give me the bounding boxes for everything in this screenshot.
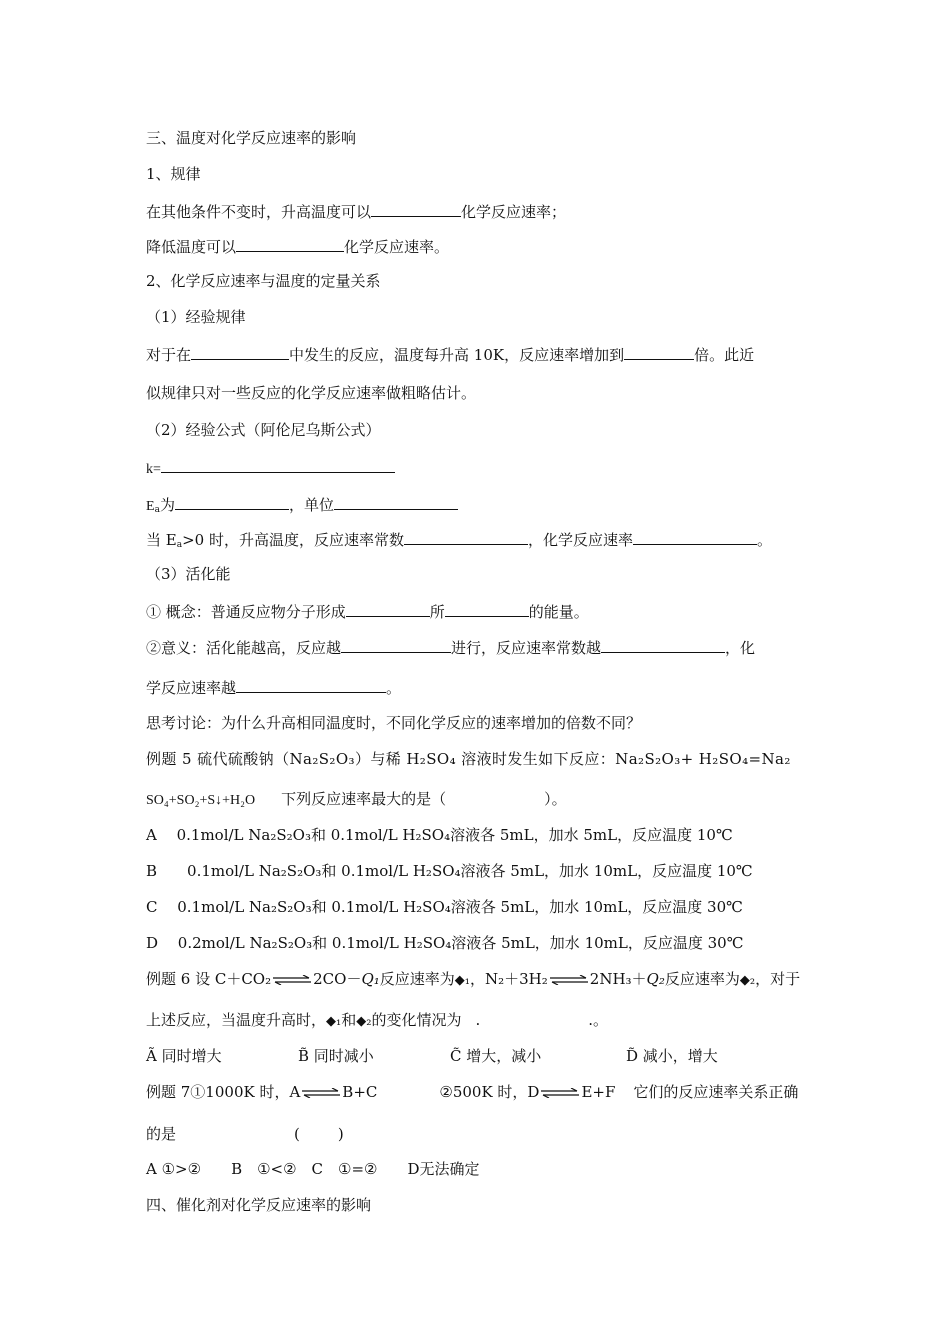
example7-line-2 bbox=[146, 1124, 344, 1144]
k-line bbox=[146, 456, 395, 480]
text: 例题 6 设 C＋CO₂ bbox=[146, 970, 272, 988]
example7-options[interactable]: A ①>② B ①<② C ①=② D无法确定 bbox=[146, 1160, 480, 1178]
text: >0 时，升高温度，反应速率常数 bbox=[182, 531, 404, 549]
ea-subscript: a bbox=[154, 505, 160, 515]
text: 它们的反应速率关系正确 bbox=[633, 1083, 799, 1101]
text: 。 bbox=[386, 679, 402, 697]
text: .。 bbox=[588, 1011, 609, 1029]
equilibrium-arrow-icon bbox=[273, 975, 311, 985]
text: 和 bbox=[341, 1011, 357, 1029]
text: ① 概念：普通反应物分子形成 bbox=[146, 603, 346, 621]
text: 反应速率为 bbox=[664, 970, 740, 988]
section-title: 三、温度对化学反应速率的影响 bbox=[146, 129, 357, 147]
text: 化学反应速率。 bbox=[344, 238, 450, 256]
text: 当 E bbox=[146, 531, 177, 549]
rate-v2-symbol: ◆₂ bbox=[739, 973, 756, 988]
meaning-line-2 bbox=[146, 676, 401, 698]
answer-blank[interactable] bbox=[346, 600, 430, 617]
exp-rule-heading: （1）经验规律 bbox=[146, 308, 246, 326]
example6-option-a[interactable]: Ã 同时增大 bbox=[146, 1047, 222, 1065]
text: 下列反应速率最大的是（ bbox=[281, 790, 447, 808]
rate-v2-symbol: ◆₂ bbox=[356, 1014, 372, 1029]
example5-option-c[interactable]: C 0.1mol/L Na₂S₂O₃和 0.1mol/L H₂SO₄溶液各 5mL，加水 10mL，反应温度 30℃ bbox=[146, 898, 743, 916]
meaning-line-1 bbox=[146, 636, 755, 658]
ea-symbol: E bbox=[146, 499, 155, 514]
answer-blank[interactable] bbox=[341, 636, 451, 653]
rule-line-1 bbox=[146, 200, 566, 222]
example5-option-a[interactable]: A 0.1mol/L Na₂S₂O₃和 0.1mol/L H₂SO₄溶液各 5mL，加水 5mL，反应温度 10℃ bbox=[146, 826, 733, 844]
text: ) bbox=[337, 1125, 344, 1143]
ea-line bbox=[146, 493, 458, 517]
text: 化学反应速率； bbox=[461, 203, 567, 221]
text: 2CO－ bbox=[313, 970, 362, 988]
ea-subscript: a bbox=[176, 540, 183, 550]
answer-blank[interactable] bbox=[633, 528, 757, 545]
text: ，化 bbox=[725, 639, 756, 657]
text: 的是 bbox=[146, 1125, 177, 1143]
text: 的变化情况为 bbox=[371, 1011, 462, 1029]
exp-rule-line-2: 似规律只对一些反应的化学反应速率做粗略估计。 bbox=[146, 384, 477, 402]
text: 倍。此近 bbox=[694, 346, 755, 364]
example6-option-d[interactable]: D̃ 减小，增大 bbox=[626, 1047, 718, 1065]
text: ( bbox=[294, 1125, 300, 1143]
text: . bbox=[475, 1011, 481, 1029]
text: 中发生的反应，温度每升高 10K，反应速率增加到 bbox=[289, 346, 625, 364]
example6-line-1 bbox=[146, 969, 800, 991]
text: ，单位 bbox=[288, 496, 334, 514]
text: SO₄+SO₂+S↓+H₂O bbox=[146, 793, 256, 808]
answer-blank[interactable] bbox=[236, 676, 386, 693]
example5-line-2 bbox=[146, 789, 567, 811]
text: ②意义：活化能越高，反应越 bbox=[146, 639, 342, 657]
answer-blank[interactable] bbox=[624, 343, 694, 360]
text: 。 bbox=[757, 531, 773, 549]
example7-line-1 bbox=[146, 1082, 798, 1102]
section4-title: 四、催化剂对化学反应速率的影响 bbox=[146, 1196, 372, 1214]
answer-blank[interactable] bbox=[236, 235, 344, 252]
when-line bbox=[146, 528, 772, 550]
answer-blank[interactable] bbox=[601, 636, 725, 653]
text: 在其他条件不变时，升高温度可以 bbox=[146, 203, 372, 221]
text: ②500K 时，D bbox=[439, 1083, 540, 1101]
answer-blank[interactable] bbox=[191, 343, 289, 360]
answer-blank[interactable] bbox=[445, 600, 529, 617]
heat-q2: Q₂ bbox=[646, 970, 665, 988]
text: B+C bbox=[342, 1083, 378, 1101]
equilibrium-arrow-icon bbox=[541, 1088, 579, 1098]
text: 降低温度可以 bbox=[146, 238, 237, 256]
text: 上述反应，当温度升高时， bbox=[146, 1011, 327, 1029]
example6-options bbox=[146, 1046, 718, 1066]
example5-line-1: 例题 5 硫代硫酸钠（Na₂S₂O₃）与稀 H₂SO₄ 溶液时发生如下反应：Na₂S₂O₃+ H₂SO₄=Na₂ bbox=[146, 750, 791, 768]
answer-blank[interactable] bbox=[161, 456, 395, 473]
activation-heading: （3）活化能 bbox=[146, 565, 231, 583]
k-label: k= bbox=[146, 462, 161, 477]
text: ，N₂＋3H₂ bbox=[470, 970, 548, 988]
text: 的能量。 bbox=[528, 603, 589, 621]
equilibrium-arrow-icon bbox=[302, 1088, 340, 1098]
text: 所 bbox=[429, 603, 445, 621]
text: 反应速率为 bbox=[379, 970, 455, 988]
rate-v1-symbol: ◆₁ bbox=[326, 1014, 342, 1029]
concept-line bbox=[146, 600, 589, 622]
text: 为 bbox=[159, 496, 175, 514]
text: 例题 7①1000K 时，A bbox=[146, 1083, 301, 1101]
answer-blank[interactable] bbox=[371, 200, 461, 217]
discussion: 思考讨论：为什么升高相同温度时，不同化学反应的速率增加的倍数不同？ bbox=[146, 714, 642, 732]
answer-blank[interactable] bbox=[175, 493, 289, 510]
text: E+F bbox=[581, 1083, 616, 1101]
exp-rule-line-1 bbox=[146, 343, 754, 365]
answer-blank[interactable] bbox=[334, 493, 458, 510]
rate-v1-symbol: ◆₁ bbox=[454, 973, 470, 988]
equilibrium-arrow-icon bbox=[550, 975, 588, 985]
rule-heading: 1、规律 bbox=[146, 165, 201, 183]
text: 学反应速率越 bbox=[146, 679, 237, 697]
example6-line-2 bbox=[146, 1010, 608, 1032]
example5-option-b[interactable]: B 0.1mol/L Na₂S₂O₃和 0.1mol/L H₂SO₄溶液各 5mL，加水 10mL，反应温度 10℃ bbox=[146, 862, 753, 880]
text: 进行，反应速率常数越 bbox=[451, 639, 602, 657]
rule-line-2 bbox=[146, 235, 449, 257]
text: 2NH₃＋ bbox=[589, 970, 647, 988]
example6-option-b[interactable]: B̃ 同时减小 bbox=[298, 1047, 374, 1065]
example5-option-d[interactable]: D 0.2mol/L Na₂S₂O₃和 0.1mol/L H₂SO₄溶液各 5mL，加水 10mL，反应温度 30℃ bbox=[146, 934, 744, 952]
quant-heading: 2、化学反应速率与温度的定量关系 bbox=[146, 272, 381, 290]
example6-option-c[interactable]: C̃ 增大，减小 bbox=[450, 1047, 542, 1065]
text: ，对于 bbox=[755, 970, 801, 988]
formula-heading: （2）经验公式（阿伦尼乌斯公式） bbox=[146, 421, 381, 439]
text: ，化学反应速率 bbox=[527, 531, 633, 549]
text: 对于在 bbox=[146, 346, 192, 364]
heat-q1: Q₁ bbox=[361, 970, 380, 988]
text: ）。 bbox=[544, 790, 567, 808]
answer-blank[interactable] bbox=[404, 528, 528, 545]
